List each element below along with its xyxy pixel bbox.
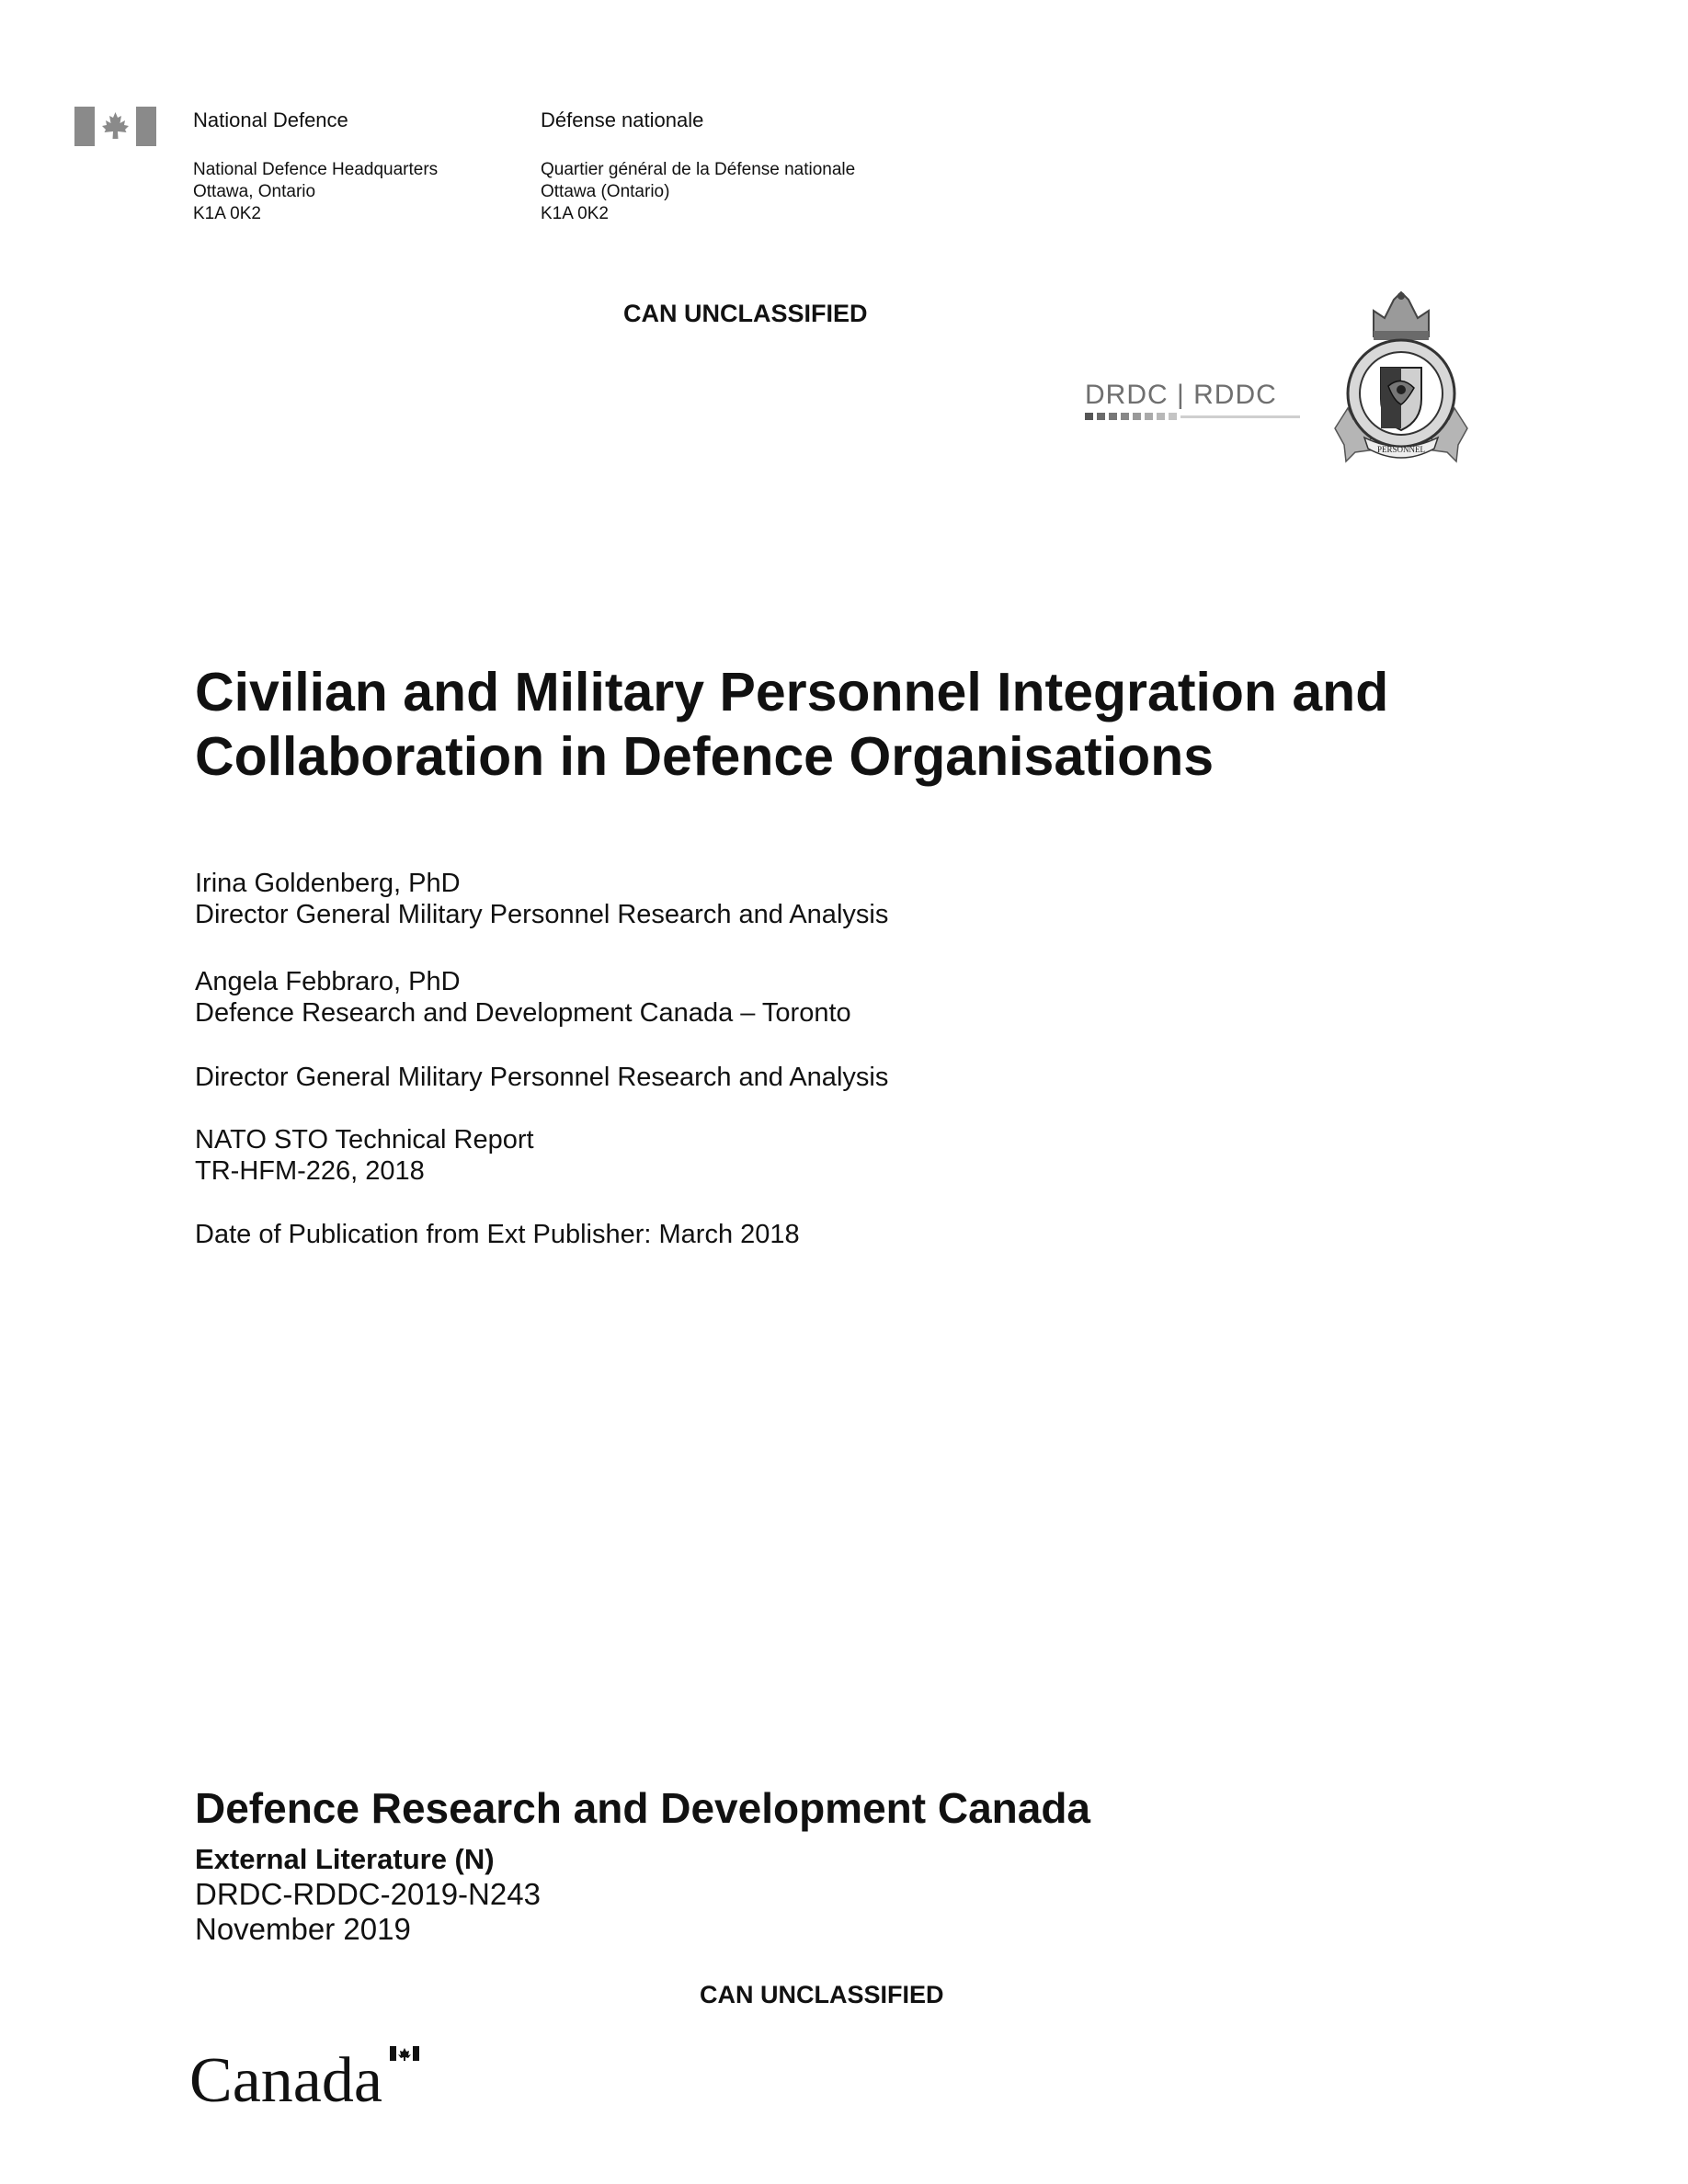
organization-name: Defence Research and Development Canada bbox=[195, 1784, 1091, 1832]
canada-flag-icon bbox=[74, 107, 156, 146]
header-city-fr: Ottawa (Ontario) bbox=[541, 182, 670, 201]
author-1-name: Irina Goldenberg, PhD bbox=[195, 869, 461, 898]
document-title-line-1: Civilian and Military Personnel Integration and bbox=[195, 662, 1389, 722]
document-reference bbox=[195, 1877, 541, 1947]
document-date: November 2019 bbox=[195, 1912, 411, 1946]
report-series: NATO STO Technical Report bbox=[195, 1125, 534, 1155]
author-2 bbox=[195, 966, 851, 1029]
drdc-logo bbox=[1085, 376, 1306, 424]
publication-date: Date of Publication from Ext Publisher: March 2018 bbox=[195, 1220, 800, 1249]
header-address-en bbox=[193, 159, 438, 225]
document-title bbox=[195, 660, 1519, 789]
header-dept-en: National Defence bbox=[193, 108, 348, 131]
canada-wordmark-logo bbox=[189, 2042, 427, 2109]
crest-banner-text: PERSONNEL bbox=[1376, 445, 1426, 454]
wordmark-flag-icon bbox=[390, 2046, 419, 2061]
header-hq-en: National Defence Headquarters bbox=[193, 160, 439, 179]
header-address-fr bbox=[541, 159, 855, 225]
header-postal-fr: K1A 0K2 bbox=[541, 204, 609, 223]
document-title-line-2: Collaboration in Defence Organisations bbox=[195, 726, 1215, 787]
crest-emblem-icon bbox=[1328, 290, 1475, 471]
author-1-affiliation: Director General Military Personnel Research and Analysis bbox=[195, 900, 889, 929]
drdc-logo-text: DRDC | RDDC bbox=[1085, 380, 1277, 410]
author-1 bbox=[195, 868, 888, 930]
header-city-en: Ottawa, Ontario bbox=[193, 182, 316, 201]
classification-bottom: CAN UNCLASSIFIED bbox=[700, 1981, 944, 2008]
report-info bbox=[195, 1124, 534, 1187]
author-2-name: Angela Febbraro, PhD bbox=[195, 967, 461, 996]
report-number: TR-HFM-226, 2018 bbox=[195, 1156, 425, 1186]
prepared-for: Director General Military Personnel Research and Analysis bbox=[195, 1063, 889, 1092]
header-hq-fr: Quartier général de la Défense nationale bbox=[541, 160, 856, 179]
document-number: DRDC-RDDC-2019-N243 bbox=[195, 1877, 541, 1911]
classification-top: CAN UNCLASSIFIED bbox=[623, 300, 868, 327]
header-postal-en: K1A 0K2 bbox=[193, 204, 261, 223]
header-dept-fr: Défense nationale bbox=[541, 108, 704, 131]
canada-wordmark-text: Canada bbox=[189, 2045, 382, 2109]
document-category: External Literature (N) bbox=[195, 1843, 495, 1875]
author-2-affiliation: Defence Research and Development Canada – Toronto bbox=[195, 998, 851, 1028]
